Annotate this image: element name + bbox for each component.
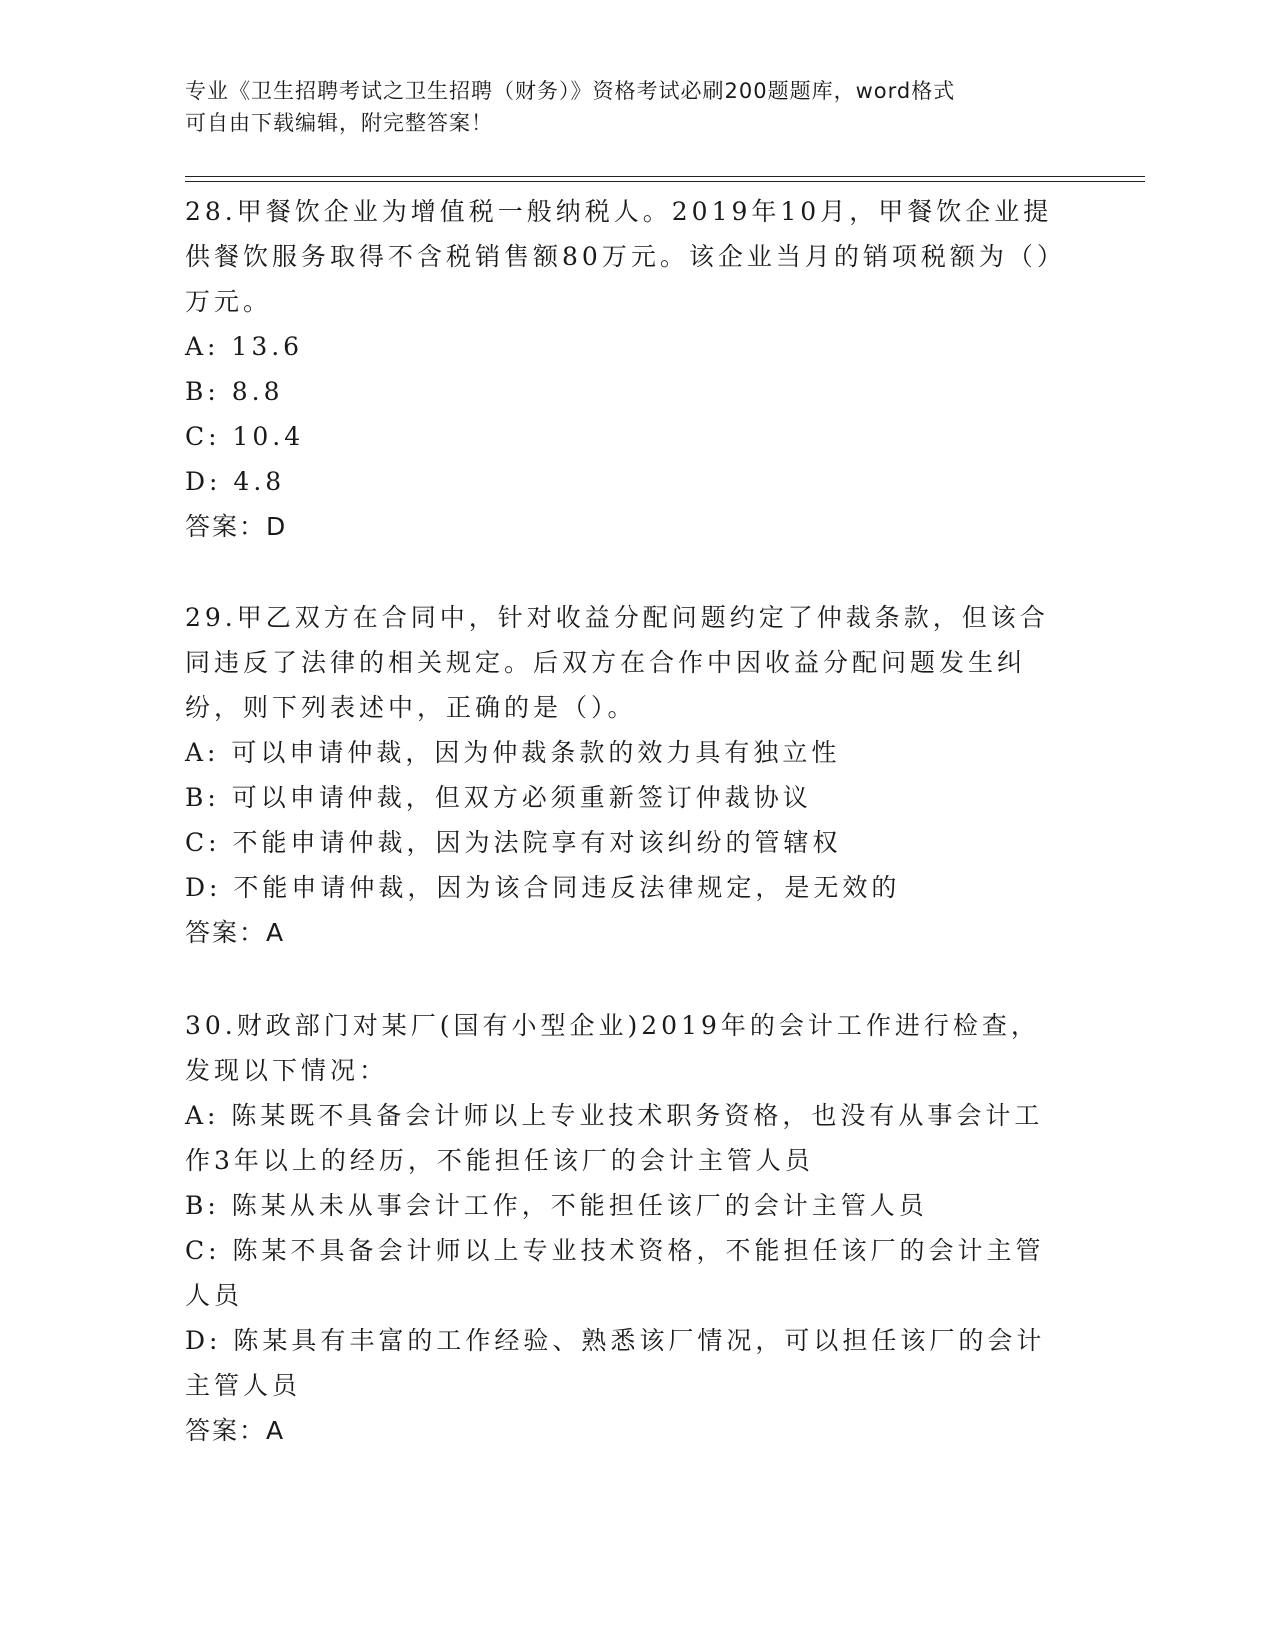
header-divider-top [185, 176, 1145, 177]
question-text: 29.甲乙双方在合同中，针对收益分配问题约定了仲裁条款，但该合同违反了法律的相关规定。后双方在合作中因收益分配问题发生纠纷，则下列表述中，正确的是（）。 [185, 603, 1049, 722]
option-d: D: 4.8 [185, 467, 286, 496]
option-d: D: 陈某具有丰富的工作经验、熟悉该厂情况，可以担任该厂的会计主管人员 [185, 1326, 1046, 1400]
option-a: A: 陈某既不具备会计师以上专业技术职务资格，也没有从事会计工作3年以上的经历，不能担任该厂的会计主管人员 [185, 1101, 1044, 1175]
question-text: 30.财政部门对某厂(国有小型企业)2019年的会计工作进行检查，发现以下情况： [185, 1011, 1040, 1085]
option-c: C: 陈某不具备会计师以上专业技术资格，不能担任该厂的会计主管人员 [185, 1236, 1045, 1310]
header-line-1: 专业《卫生招聘考试之卫生招聘（财务）》资格考试必刷200题题库，word格式 [185, 79, 956, 103]
option-b: B: 可以申请仲裁，但双方必须重新签订仲裁协议 [185, 783, 812, 812]
option-d: D: 不能申请仲裁，因为该合同违反法律规定，是无效的 [185, 873, 901, 902]
answer: 答案：A [185, 918, 286, 947]
header-line-2: 可自由下载编辑，附完整答案！ [185, 111, 493, 135]
answer: 答案：A [185, 1416, 286, 1445]
option-c: C: 10.4 [185, 422, 305, 451]
document-header [185, 75, 1055, 139]
question-29 [185, 595, 1065, 955]
question-text: 28.甲餐饮企业为增值税一般纳税人。2019年10月，甲餐饮企业提供餐饮服务取得不含税销售额80万元。该企业当月的销项税额为（）万元。 [185, 197, 1054, 316]
option-b: B: 陈某从未从事会计工作，不能担任该厂的会计主管人员 [185, 1191, 928, 1220]
question-30 [185, 1003, 1065, 1453]
option-a: A: 可以申请仲裁，因为仲裁条款的效力具有独立性 [185, 738, 841, 767]
option-b: B: 8.8 [185, 377, 284, 406]
question-28 [185, 189, 1065, 549]
header-divider-bottom [185, 181, 1145, 182]
option-a: A: 13.6 [185, 332, 304, 361]
answer: 答案：D [185, 512, 288, 541]
option-c: C: 不能申请仲裁，因为法院享有对该纠纷的管辖权 [185, 828, 842, 857]
